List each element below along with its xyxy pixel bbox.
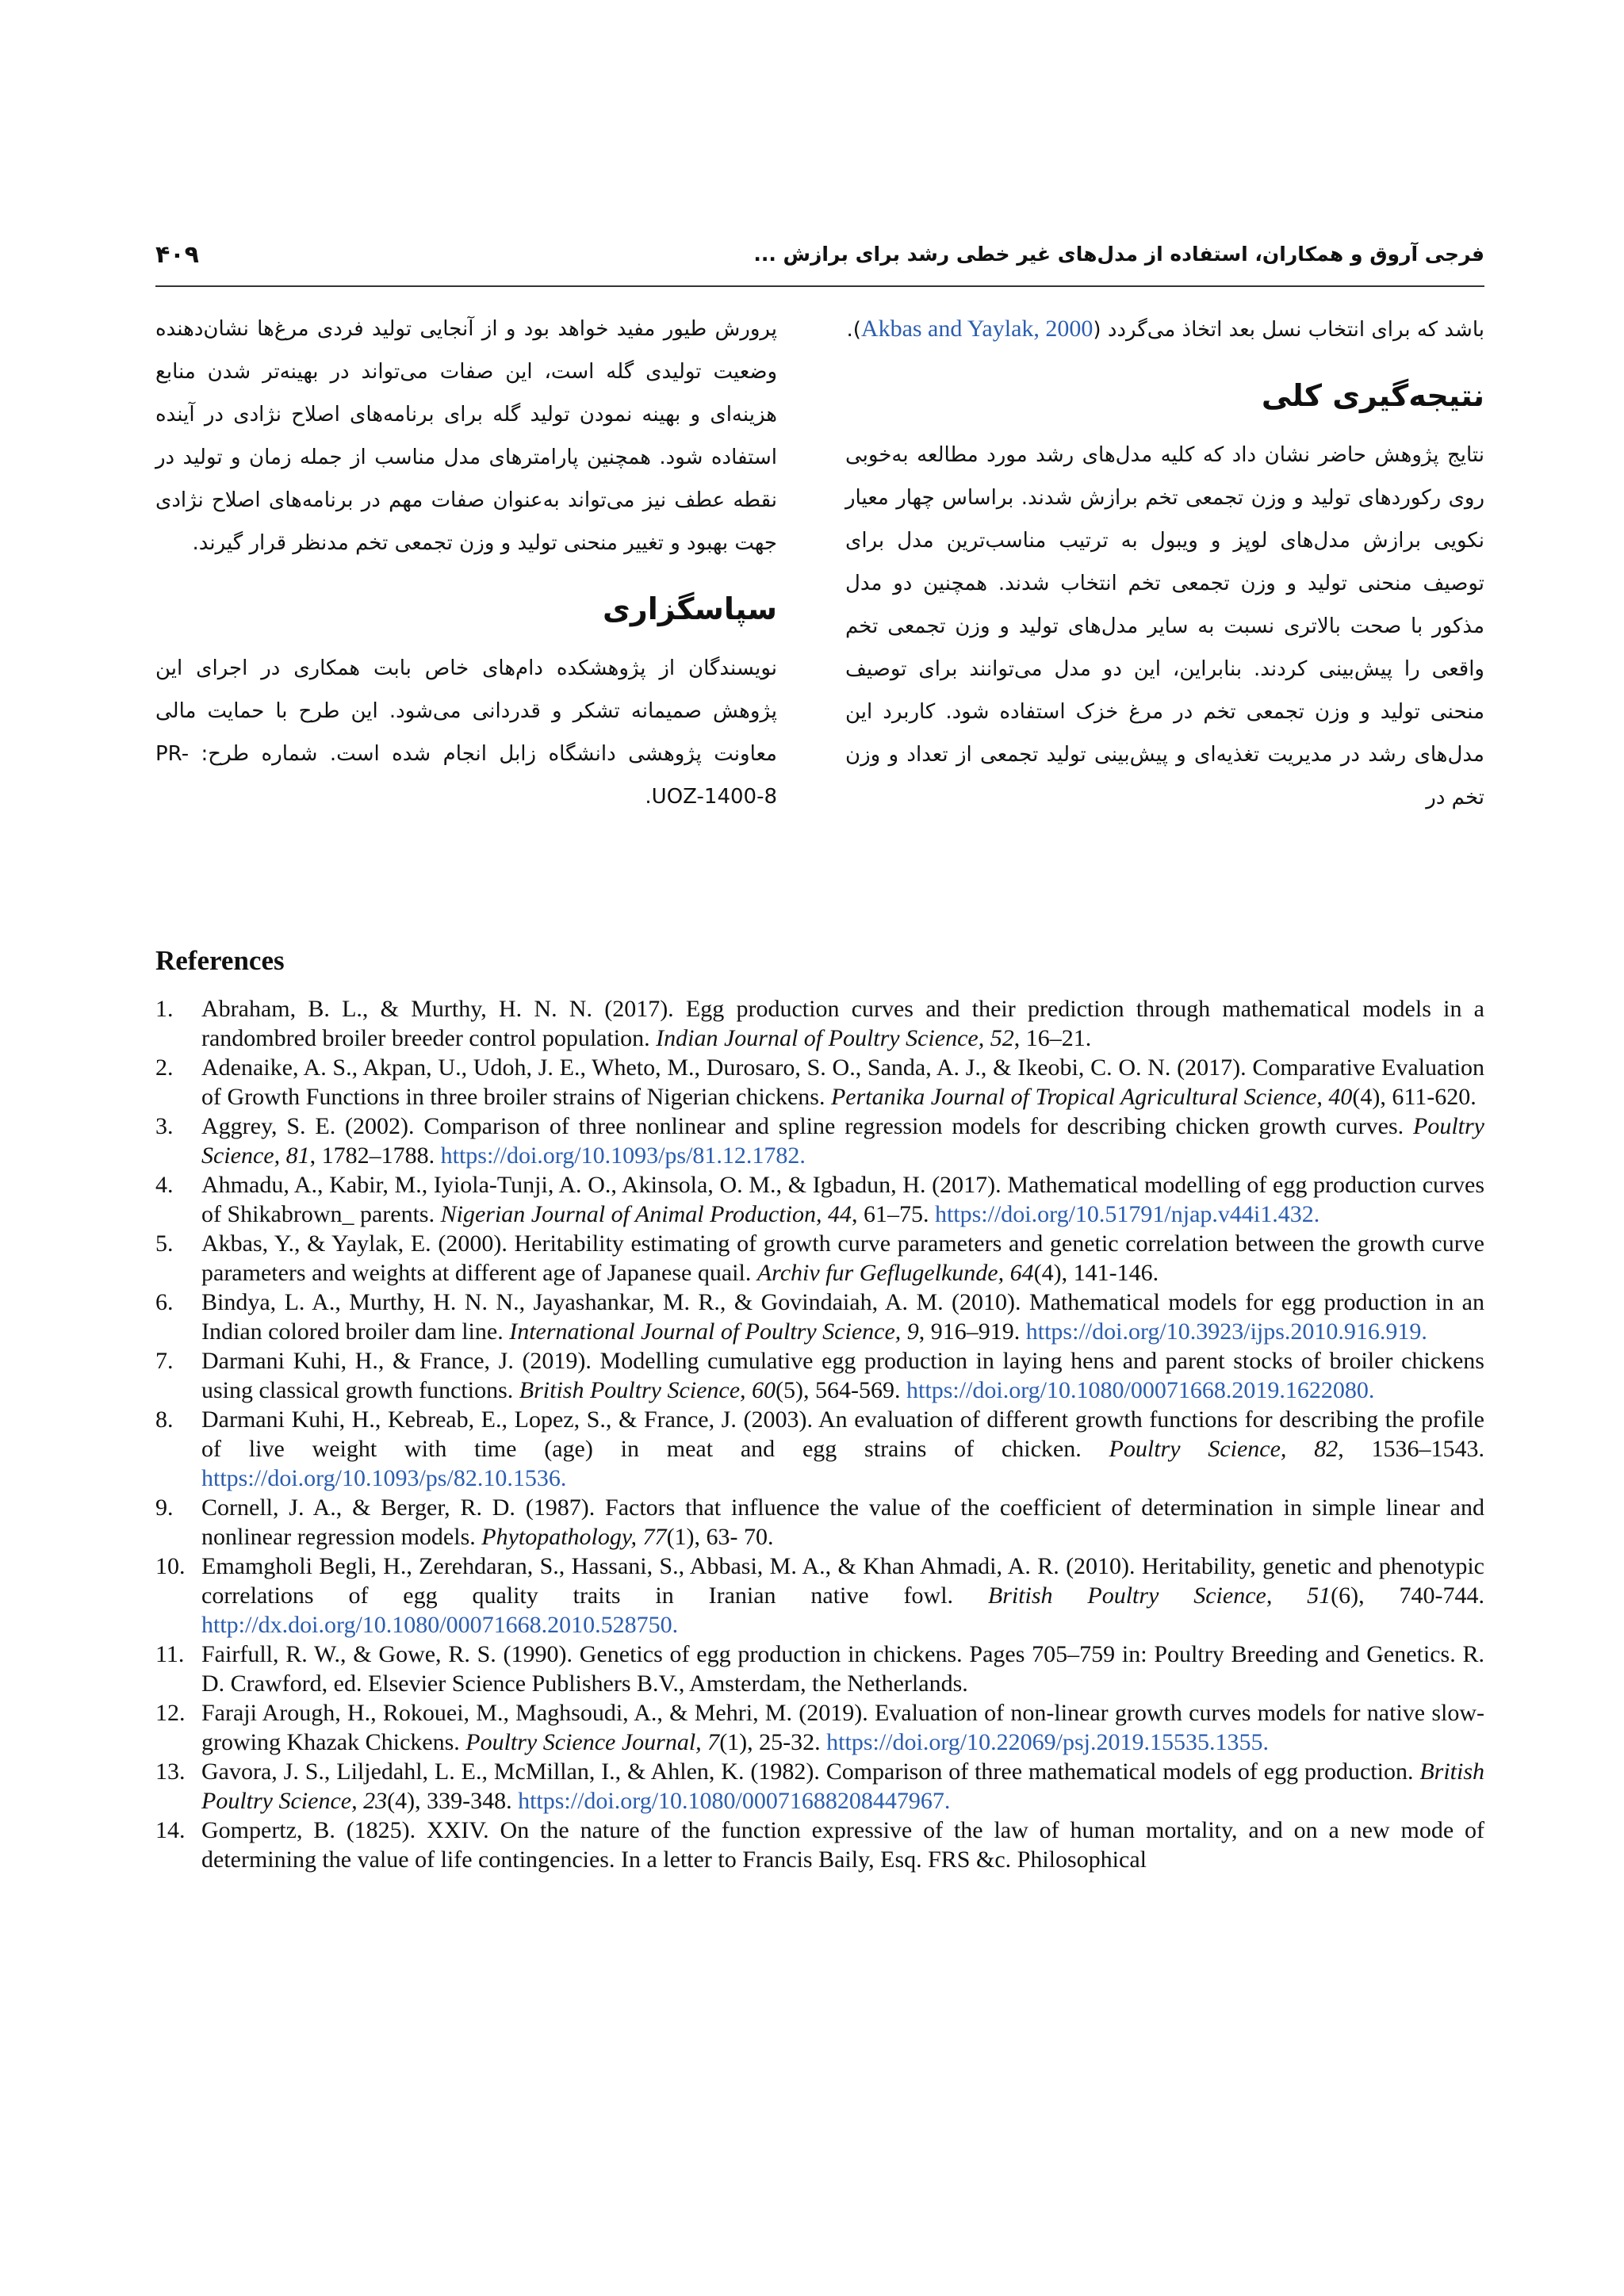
reference-text: Bindya, L. A., Murthy, H. N. N., Jayashankar, M. R., & Govindaiah, A. M. (2010). Mathematical models for egg production in an Indian colored broiler dam line.	[201, 1289, 1484, 1345]
reference-details: (4), 611-620.	[1352, 1084, 1477, 1110]
acknowledgement-paragraph: نویسندگان از پژوهشکده دام‌های خاص بابت همکاری در اجرای این پژوهش صمیمانه تشکر و قدردانی می‌شود. این طرح با حمایت مالی معاونت پژوهشی دانشگاه زابل انجام شده است. شماره طرح: PR-UOZ-1400-8.	[155, 656, 777, 809]
left-column	[155, 308, 777, 818]
reference-text: Darmani Kuhi, H., & France, J. (2019). Modelling cumulative egg production in laying hens and parent stocks of broiler chickens using classical growth functions.	[201, 1348, 1484, 1403]
reference-doi-link[interactable]: https://doi.org/10.1080/00071688208447967.	[518, 1788, 951, 1814]
reference-journal: International Journal of Poultry Science, 9	[509, 1318, 919, 1345]
reference-journal: Indian Journal of Poultry Science, 52	[656, 1025, 1014, 1051]
reference-text: Abraham, B. L., & Murthy, H. N. N. (2017). Egg production curves and their prediction through mathematical models in a randombred broiler breeder control population.	[201, 996, 1484, 1051]
reference-number: 8.	[155, 1406, 174, 1433]
reference-text: Ahmadu, A., Kabir, M., Iyiola-Tunji, A. O., Akinsola, O. M., & Igbadun, H. (2017). Mathematical modelling of egg production curves of Shikabrown_ parents.	[201, 1172, 1484, 1227]
reference-number: 10.	[155, 1553, 186, 1579]
reference-text: Gavora, J. S., Liljedahl, L. E., McMillan, I., & Ahlen, K. (1982). Comparison of three mathematical models of egg production.	[201, 1758, 1420, 1785]
reference-journal: British Poultry Science, 60	[519, 1377, 776, 1403]
reference-journal: British Poultry Science, 23	[201, 1758, 1484, 1814]
reference-journal: British Poultry Science, 51	[987, 1582, 1331, 1609]
reference-details: (1), 63- 70.	[666, 1524, 774, 1550]
reference-journal: Poultry Science Journal, 7	[465, 1729, 720, 1755]
reference-item	[155, 1552, 1484, 1640]
reference-doi-link[interactable]: https://doi.org/10.1093/ps/82.10.1536.	[201, 1465, 567, 1491]
reference-number: 12.	[155, 1700, 186, 1726]
running-header	[155, 241, 1484, 281]
reference-text: Darmani Kuhi, H., Kebreab, E., Lopez, S., & France, J. (2003). An evaluation of different growth functions for describing the profile of live weight with time (age) in meat and egg strains of chicken.	[201, 1406, 1484, 1462]
reference-journal: Pertanika Journal of Tropical Agricultural Science, 40	[830, 1084, 1353, 1110]
reference-number: 2.	[155, 1054, 174, 1081]
reference-details: , 1536–1543.	[1338, 1436, 1484, 1462]
reference-journal: Poultry Science, 82	[1109, 1436, 1339, 1462]
reference-item	[155, 1493, 1484, 1552]
reference-details: , 1782–1788.	[309, 1142, 441, 1169]
intro-end: ).	[846, 318, 861, 342]
header-rule	[155, 285, 1484, 287]
reference-text: Aggrey, S. E. (2002). Comparison of three nonlinear and spline regression models for describing chicken growth curves.	[201, 1113, 1413, 1139]
reference-number: 6.	[155, 1289, 174, 1315]
reference-doi-link[interactable]: https://doi.org/10.51791/njap.v44i1.432.	[934, 1201, 1320, 1227]
references-section	[155, 943, 1484, 1874]
reference-text: Gompertz, B. (1825). XXIV. On the nature of the function expressive of the law of human mortality, and on a new mode of determining the value of life contingencies. In a letter to Francis Baily, Esq. FRS &c. Philosophical	[201, 1817, 1484, 1873]
reference-item	[155, 1816, 1484, 1874]
reference-journal: Archiv fur Geflugelkunde, 64	[756, 1260, 1034, 1286]
page-number: ۴۰۹	[155, 241, 199, 269]
conclusion-paragraph: نتایج پژوهش حاضر نشان داد که کلیه مدل‌های رشد مورد مطالعه به‌خوبی روی رکوردهای تولید و وزن تجمعی تخم برازش شدند. براساس چهار معیار نکویی برازش مدل‌های لوپز و ویبول به ترتیب مناسب‌ترین مدل برای توصیف منحنی تولید و وزن تجمعی تخم انتخاب شدند. همچنین دو مدل مذکور با صحت بالاتری نسبت به سایر مدل‌های تولید و وزن تجمعی تخم واقعی را پیش‌بینی کردند. بنابراین، این دو مدل می‌توانند برای توصیف منحنی تولید و وزن تجمعی تخم در مرغ خزک استفاده شود. کاربرد این مدل‌های رشد در مدیریت تغذیه‌ای و پیش‌بینی تولید تجمعی از تعداد و وزن تخم در	[845, 443, 1484, 809]
acknowledgement-heading: سپاسگزاری	[603, 591, 777, 626]
reference-item	[155, 1757, 1484, 1816]
reference-number: 3.	[155, 1113, 174, 1139]
reference-number: 9.	[155, 1494, 174, 1521]
reference-item	[155, 1112, 1484, 1170]
reference-details: , 916–919.	[918, 1318, 1026, 1345]
reference-number: 14.	[155, 1817, 186, 1843]
reference-journal: Phytopathology, 77	[481, 1524, 667, 1550]
running-title: فرجی آروق و همکاران، استفاده از مدل‌های غیر خطی رشد برای برازش ...	[753, 243, 1484, 266]
reference-item	[155, 1288, 1484, 1346]
reference-number: 11.	[155, 1641, 185, 1667]
references-heading: References	[155, 945, 285, 976]
reference-doi-link[interactable]: https://doi.org/10.3923/ijps.2010.916.919.	[1025, 1318, 1427, 1345]
reference-item	[155, 1170, 1484, 1229]
reference-doi-link[interactable]: https://doi.org/10.1093/ps/81.12.1782.	[440, 1142, 806, 1169]
references-list	[155, 994, 1484, 1874]
conclusion-continued: پرورش طیور مفید خواهد بود و از آنجایی تولید فردی مرغ‌ها نشان‌دهنده وضعیت تولیدی گله است، این صفات می‌تواند در بهینه‌تر شدن منابع هزینه‌ای و بهینه نمودن تولید گله برای برنامه‌های اصلاح نژادی در آینده استفاده شود. همچنین پارامترهای مدل مناسب از جمله زمان و تولید در نقطه عطف نیز می‌تواند به‌عنوان صفات مهم در برنامه‌های اصلاح نژادی جهت بهبود و تغییر منحنی تولید و وزن تجمعی تخم مدنظر قرار گیرند.	[155, 317, 777, 555]
reference-details: (4), 141-146.	[1033, 1260, 1159, 1286]
reference-number: 4.	[155, 1172, 174, 1198]
reference-details: (4), 339-348.	[387, 1788, 519, 1814]
reference-item	[155, 1405, 1484, 1493]
reference-number: 5.	[155, 1230, 174, 1257]
intro-paragraph	[845, 308, 1484, 351]
reference-item	[155, 1229, 1484, 1288]
citation-link[interactable]: Akbas and Yaylak, 2000	[860, 316, 1094, 342]
reference-number: 13.	[155, 1758, 186, 1785]
reference-text: Akbas, Y., & Yaylak, E. (2000). Heritability estimating of growth curve parameters and genetic correlation between the growth curve parameters and weights at different age of Japanese quail.	[201, 1230, 1484, 1286]
reference-details: (5), 564-569.	[776, 1377, 907, 1403]
reference-item	[155, 994, 1484, 1053]
reference-item	[155, 1640, 1484, 1698]
reference-journal: Nigerian Journal of Animal Production, 44	[440, 1201, 852, 1227]
reference-text: Adenaike, A. S., Akpan, U., Udoh, J. E., Wheto, M., Durosaro, S. O., Sanda, A. J., & Ikeobi, C. O. N. (2017). Comparative Evaluation of Growth Functions in three broiler strains of Nigerian chickens.	[201, 1054, 1484, 1110]
reference-details: , 16–21.	[1013, 1025, 1092, 1051]
reference-text: Faraji Arough, H., Rokouei, M., Maghsoudi, A., & Mehri, M. (2019). Evaluation of non-linear growth curves models for native slow-growing Khazak Chickens.	[201, 1700, 1484, 1755]
reference-doi-link[interactable]: http://dx.doi.org/10.1080/00071668.2010.528750.	[201, 1612, 679, 1638]
reference-text: Fairfull, R. W., & Gowe, R. S. (1990). Genetics of egg production in chickens. Pages 705–759 in: Poultry Breeding and Genetics. R. D. Crawford, ed. Elsevier Science Publishers B.V., Amsterdam, the Netherlands.	[201, 1641, 1484, 1697]
reference-number: 7.	[155, 1348, 174, 1374]
reference-doi-link[interactable]: https://doi.org/10.22069/psj.2019.15535.1355.	[826, 1729, 1269, 1755]
intro-text: باشد که برای انتخاب نسل بعد اتخاذ می‌گردد (	[1093, 318, 1484, 342]
reference-text: Emamgholi Begli, H., Zerehdaran, S., Hassani, S., Abbasi, M. A., & Khan Ahmadi, A. R. (2010). Heritability, genetic and phenotypic correlations of egg quality traits in Iranian native fowl.	[201, 1553, 1484, 1609]
reference-text: Cornell, J. A., & Berger, R. D. (1987). Factors that influence the value of the coefficient of determination in simple linear and nonlinear regression models.	[201, 1494, 1484, 1550]
reference-number: 1.	[155, 996, 174, 1022]
reference-details: (6), 740-744.	[1331, 1582, 1484, 1609]
conclusion-heading: نتیجه‌گیری کلی	[1261, 378, 1484, 413]
reference-item	[155, 1698, 1484, 1757]
reference-item	[155, 1053, 1484, 1112]
reference-item	[155, 1346, 1484, 1405]
reference-journal: Poultry Science, 81	[201, 1113, 1484, 1169]
reference-doi-link[interactable]: https://doi.org/10.1080/00071668.2019.1622080.	[906, 1377, 1375, 1403]
reference-details: , 61–75.	[851, 1201, 935, 1227]
right-column	[845, 308, 1484, 819]
reference-details: (1), 25-32.	[719, 1729, 827, 1755]
